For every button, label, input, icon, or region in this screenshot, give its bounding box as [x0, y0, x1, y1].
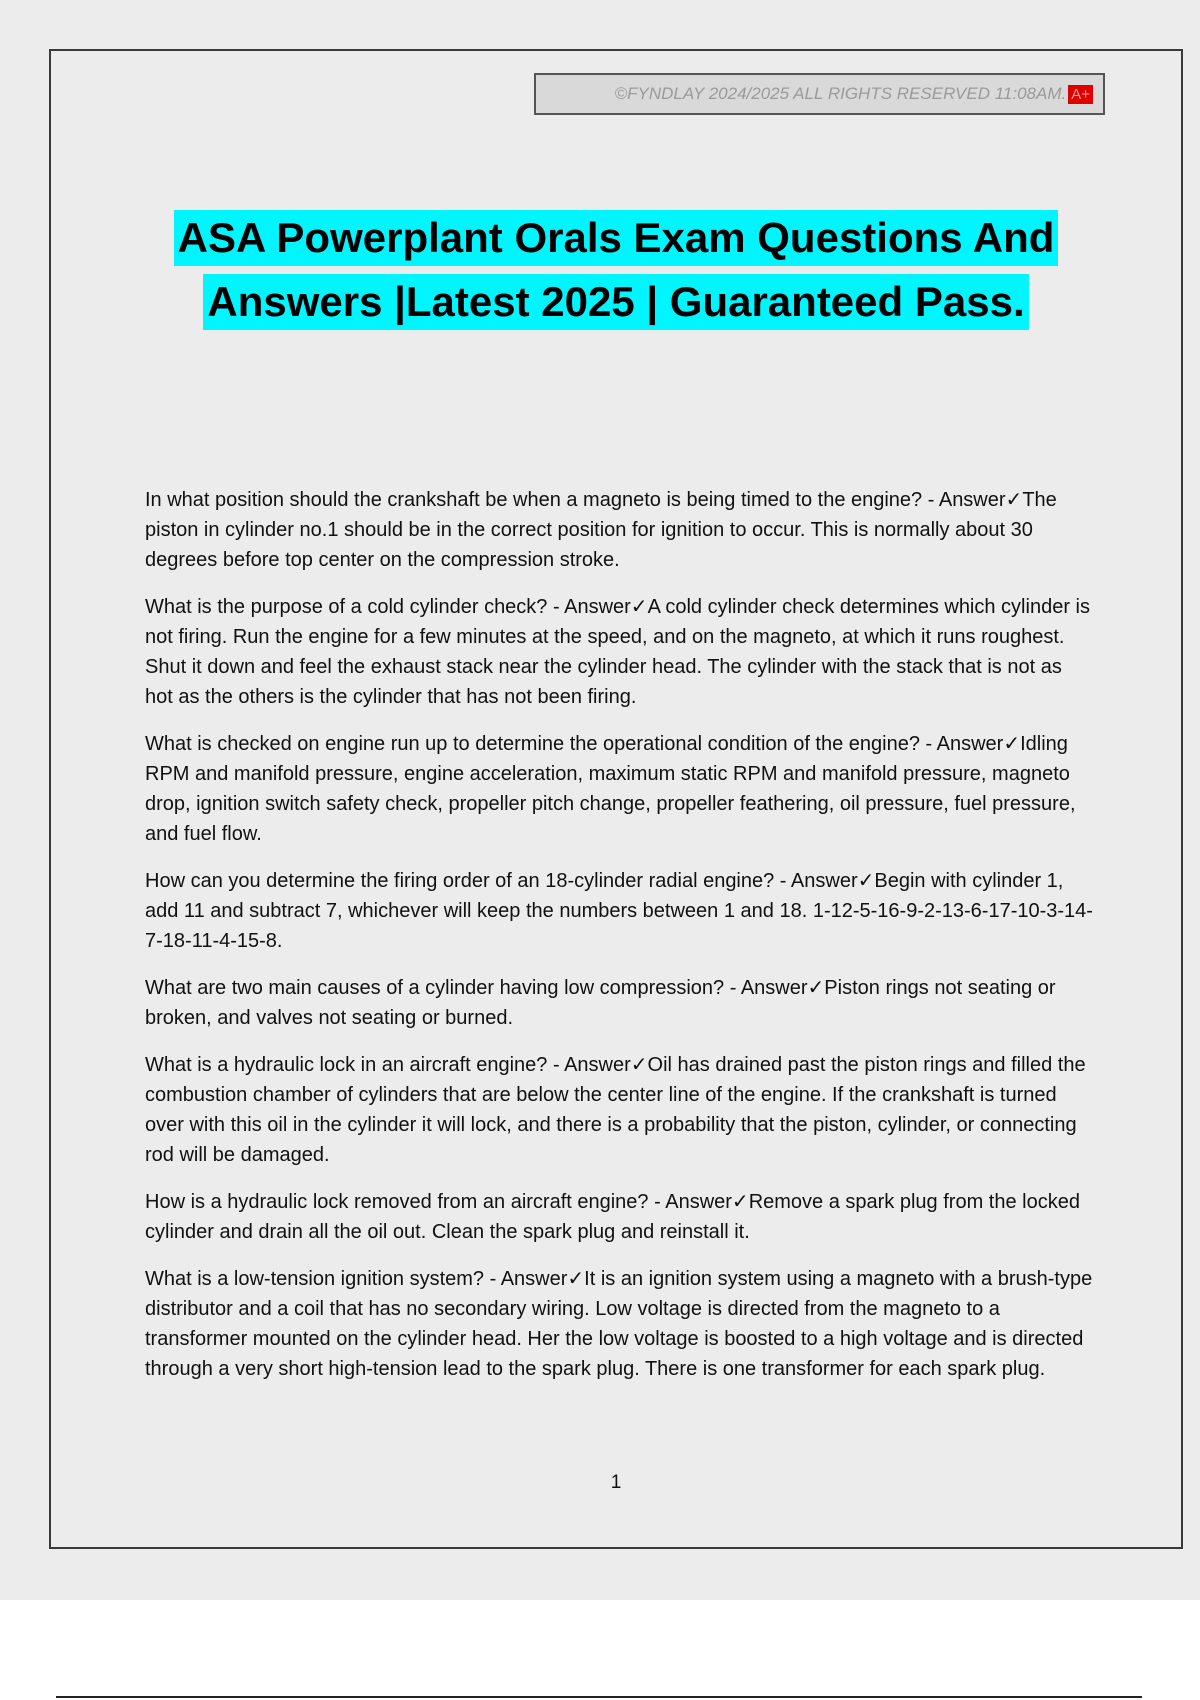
qa-item: [145, 972, 1095, 1033]
qa-item: [145, 1186, 1095, 1247]
answer-text: Remove a spark plug from the locked cylinder and drain all the oil out. Clean the spark plug and reinstall it.: [145, 1191, 1080, 1243]
grade-badge: A+: [1068, 85, 1093, 104]
answer-text: It is an ignition system using a magneto with a brush-type distributor and a coil that has no secondary wiring. Low voltage is directed from the magneto to a transformer mounted on the cylinder head. Her the low voltage is boosted to a high voltage and is directed through a very short high-tension lead to the spark plug. There is one transformer for each spark plug.: [145, 1268, 1093, 1380]
page-number: 1: [610, 1472, 622, 1493]
qa-item: [145, 728, 1095, 849]
qa-list: [145, 484, 1095, 1400]
question-text: What are two main causes of a cylinder having low compression? - Answer: [145, 977, 808, 999]
checkmark-icon: ✓: [1003, 731, 1021, 755]
question-text: What is checked on engine run up to determine the operational condition of the engine? - Answer: [145, 733, 1004, 755]
checkmark-icon: ✓: [630, 1052, 648, 1076]
answer-text: The piston in cylinder no.1 should be in the correct position for ignition to occur. This is normally about 30 degrees before top center on the compression stroke.: [145, 489, 1057, 571]
qa-item: [145, 865, 1095, 956]
document-title: [100, 210, 1132, 338]
checkmark-icon: ✓: [857, 868, 875, 892]
qa-item: [145, 484, 1095, 575]
qa-item: [145, 1049, 1095, 1170]
checkmark-icon: ✓: [630, 594, 648, 618]
title-line-1: ASA Powerplant Orals Exam Questions And: [174, 210, 1059, 266]
checkmark-icon: ✓: [567, 1266, 585, 1290]
checkmark-icon: ✓: [731, 1189, 749, 1213]
title-line-2: Answers |Latest 2025 | Guaranteed Pass.: [203, 274, 1028, 330]
question-text: What is a hydraulic lock in an aircraft engine? - Answer: [145, 1054, 631, 1076]
checkmark-icon: ✓: [807, 975, 825, 999]
qa-item: [145, 591, 1095, 712]
answer-text: Piston rings not seating or broken, and valves not seating or burned.: [145, 977, 1056, 1029]
copyright-banner: [534, 73, 1105, 115]
answer-text: A cold cylinder check determines which cylinder is not firing. Run the engine for a few minutes at the speed, and on the magneto, at which it runs roughest. Shut it down and feel the exhaust stack near the cylinder head. The cylinder with the stack that is not as hot as the others is the cylinder that has not been firing.: [145, 596, 1090, 708]
answer-text: Oil has drained past the piston rings and filled the combustion chamber of cylinders that are below the center line of the engine. If the crankshaft is turned over with this oil in the cylinder it will lock, and there is a probability that the piston, cylinder, or connecting rod will be damaged.: [145, 1054, 1086, 1166]
answer-text: Begin with cylinder 1, add 11 and subtract 7, whichever will keep the numbers between 1 and 18. 1-12-5-16-9-2-13-6-17-10-3-14-7-18-11-4-15-8.: [145, 870, 1093, 952]
question-text: How is a hydraulic lock removed from an aircraft engine? - Answer: [145, 1191, 732, 1213]
checkmark-icon: ✓: [1005, 487, 1023, 511]
question-text: What is the purpose of a cold cylinder check? - Answer: [145, 596, 631, 618]
question-text: In what position should the crankshaft be when a magneto is being timed to the engine? - Answer: [145, 489, 1006, 511]
question-text: How can you determine the firing order of an 18-cylinder radial engine? - Answer: [145, 870, 858, 892]
bottom-divider: [56, 1696, 1142, 1698]
answer-text: Idling RPM and manifold pressure, engine acceleration, maximum static RPM and manifold pressure, magneto drop, ignition switch safety check, propeller pitch change, propeller feathering, oil pressure, fuel pressure, and fuel flow.: [145, 733, 1076, 845]
qa-item: [145, 1263, 1095, 1384]
copyright-text: ©FYNDLAY 2024/2025 ALL RIGHTS RESERVED 11:08AM.: [614, 84, 1067, 103]
question-text: What is a low-tension ignition system? - Answer: [145, 1268, 568, 1290]
